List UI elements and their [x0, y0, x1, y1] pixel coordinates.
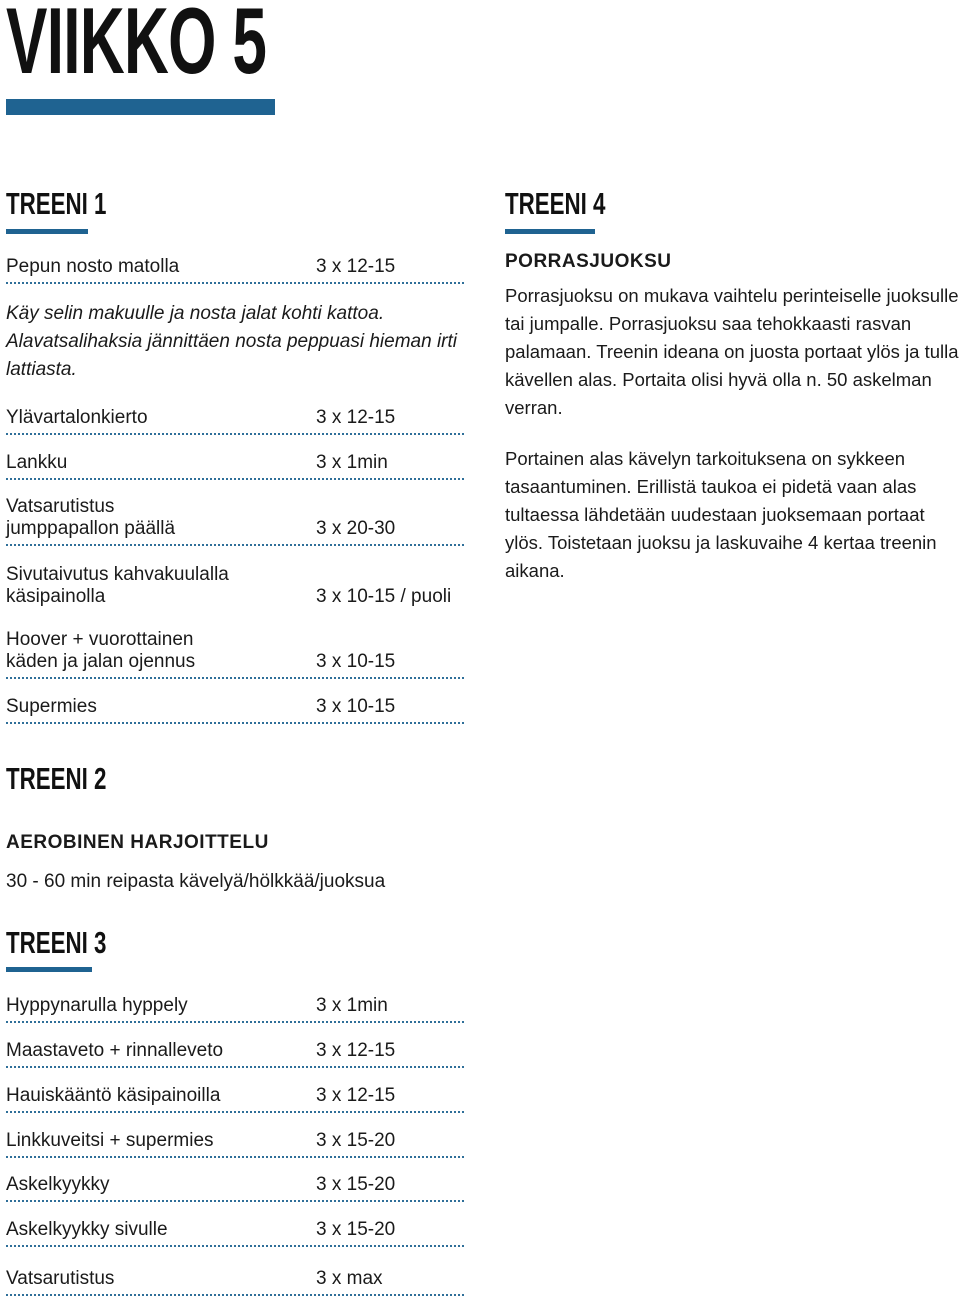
table-row: [6, 240, 464, 284]
table-row: [6, 978, 464, 1023]
exercise-name: Askelkyykky: [6, 1174, 110, 1195]
treeni2-subheading: AEROBINEN HARJOITTELU: [6, 832, 269, 853]
exercise-sets: 3 x 12-15: [316, 1040, 396, 1061]
exercise-sets: 3 x 10-15: [316, 696, 396, 717]
treeni1-underline: [6, 229, 88, 234]
table-row: [6, 679, 464, 724]
exercise-sets: 3 x 12-15: [316, 1085, 396, 1106]
treeni4-paragraph-2: Portainen alas kävelyn tarkoituksena on sykkeen tasaantuminen. Erillistä taukoa ei pidetä vaan alas tultaessa lähdetään uudestaan juoksemaan portaat ylös. Toistetaan juoksu ja laskuvaihe 4 kertaa treenin aikana.: [505, 448, 937, 581]
treeni1-heading: TREENI 1: [6, 186, 107, 221]
exercise-name: Vatsarutistus jumppapallon päällä: [6, 496, 176, 539]
exercise-name: Lankku: [6, 452, 68, 473]
exercise-note: Käy selin makuulle ja nosta jalat kohti kattoa. Alavatsalihaksia jännittäen nosta peppuasi hieman irti lattiasta.: [6, 303, 457, 380]
title-underline: [6, 99, 275, 115]
page-title: VIIKKO 5: [6, 0, 267, 93]
exercise-sets: 3 x 10-15: [316, 651, 396, 672]
exercise-sets: 3 x 10-15 / puoli: [316, 586, 452, 607]
exercise-name: Supermies: [6, 696, 97, 717]
treeni3-heading: TREENI 3: [6, 925, 107, 960]
table-row: [6, 390, 464, 435]
table-row: [6, 1068, 464, 1113]
exercise-sets: 3 x 12-15: [316, 407, 396, 428]
exercise-name: Vatsarutistus: [6, 1268, 115, 1289]
treeni4-paragraph-1: Porrasjuoksu on mukava vaihtelu perinteiselle juoksulle tai jumpalle. Porrasjuoksu saa tehokkaasti rasvan palamaan. Treenin ideana on juosta portaat ylös ja tulla kävellen alas. Portaita olisi hyvä olla n. 50 askelman verran.: [505, 285, 959, 418]
exercise-sets: 3 x max: [316, 1268, 383, 1289]
exercise-sets: 3 x 15-20: [316, 1130, 396, 1151]
treeni3-underline: [6, 967, 92, 972]
exercise-name: Ylävartalonkierto: [6, 407, 148, 428]
exercise-name: Hoover + vuorottainen käden ja jalan ojennus: [6, 629, 196, 672]
table-row: [6, 1158, 464, 1202]
exercise-name: Askelkyykky sivulle: [6, 1219, 168, 1240]
exercise-name: Maastaveto + rinnalleveto: [6, 1040, 224, 1061]
treeni2-text: 30 - 60 min reipasta kävelyä/hölkkää/juoksua: [6, 871, 386, 892]
exercise-name: Hyppynarulla hyppely: [6, 995, 188, 1016]
table-row: [6, 546, 464, 612]
table-row: [6, 435, 464, 480]
table-row: [6, 612, 464, 679]
exercise-name: Hauiskääntö käsipainoilla: [6, 1085, 221, 1106]
exercise-sets: 3 x 20-30: [316, 518, 396, 539]
table-row: [6, 1247, 464, 1296]
exercise-sets: 3 x 15-20: [316, 1174, 396, 1195]
table-row: [6, 480, 464, 546]
exercise-sets: 3 x 15-20: [316, 1219, 396, 1240]
exercise-name: Sivutaivutus kahvakuulalla käsipainolla: [6, 564, 229, 607]
treeni4-underline: [505, 229, 595, 234]
table-row: [6, 1202, 464, 1247]
exercise-sets: 3 x 1min: [316, 452, 388, 473]
exercise-name: Linkkuveitsi + supermies: [6, 1130, 214, 1151]
treeni4-subheading: PORRASJUOKSU: [505, 251, 672, 272]
exercise-sets: 3 x 12-15: [316, 256, 396, 277]
treeni2-heading: TREENI 2: [6, 761, 107, 796]
exercise-sets: 3 x 1min: [316, 995, 388, 1016]
exercise-name: Pepun nosto matolla: [6, 256, 180, 277]
table-row: [6, 1113, 464, 1158]
table-row: [6, 1023, 464, 1068]
treeni4-heading: TREENI 4: [505, 186, 606, 221]
